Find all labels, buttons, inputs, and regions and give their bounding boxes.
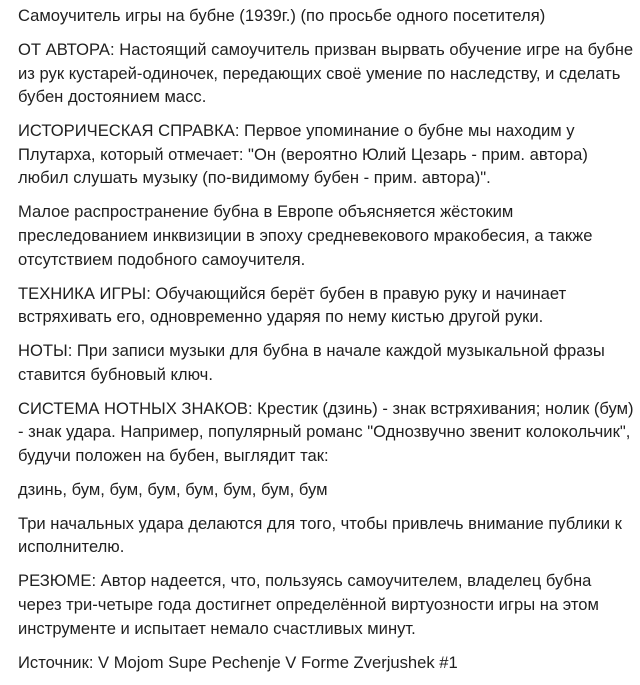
paragraph-summary: РЕЗЮМЕ: Автор надеется, что, пользуясь самоучителем, владелец бубна через три-четыре года достигнет определённой виртуозности игры на этом инструменте и испытает немало счастливых минут.	[18, 571, 599, 638]
paragraph-example-notation: дзинь, бум, бум, бум, бум, бум, бум, бум	[18, 479, 328, 499]
paragraph-technique: ТЕХНИКА ИГРЫ: Обучающийся берёт бубен в правую руку и начинает встряхивать его, одновременно ударяя по нему кистью другой руки.	[18, 283, 567, 327]
paragraph-source: Источник: V Mojom Supe Pechenje V Forme Zverjushek #1	[18, 652, 458, 672]
paragraph-from-author: ОТ АВТОРА: Настоящий самоучитель призван вырвать обучение игре на бубне из рук кустарей-одиночек, передающих своё умение по наследству, и сделать бубен достоянием масс.	[18, 39, 634, 107]
post-body	[18, 4, 636, 685]
paragraph-historical-note: ИСТОРИЧЕСКАЯ СПРАВКА: Первое упоминание о бубне мы находим у Плутарха, который отмечает: "Он (вероятно Юлий Цезарь - прим. автора) любил слушать музыку (по-видимому бубен - прим. автора)".	[18, 121, 588, 188]
paragraph-europe: Малое распространение бубна в Европе объясняется жёстоким преследованием инквизиции в эпоху средневекового мракобесия, а также отсутствием подобного самоучителя.	[18, 202, 593, 269]
paragraph-notation-system: СИСТЕМА НОТНЫХ ЗНАКОВ: Крестик (дзинь) - знак встряхивания; нолик (бум) - знак удара. Например, популярный романс "Однозвучно звенит колокольчик", будучи положен на бубен, выглядит так:	[18, 398, 634, 465]
paragraph-initial-beats: Три начальных удара делаются для того, чтобы привлечь внимание публики к исполнителю.	[18, 513, 622, 557]
post-title: Самоучитель игры на бубне (1939г.) (по просьбе одного посетителя)	[18, 6, 546, 25]
paragraph-notes: НОТЫ: При записи музыки для бубна в начале каждой музыкальной фразы ставится бубновый ключ.	[18, 341, 605, 384]
